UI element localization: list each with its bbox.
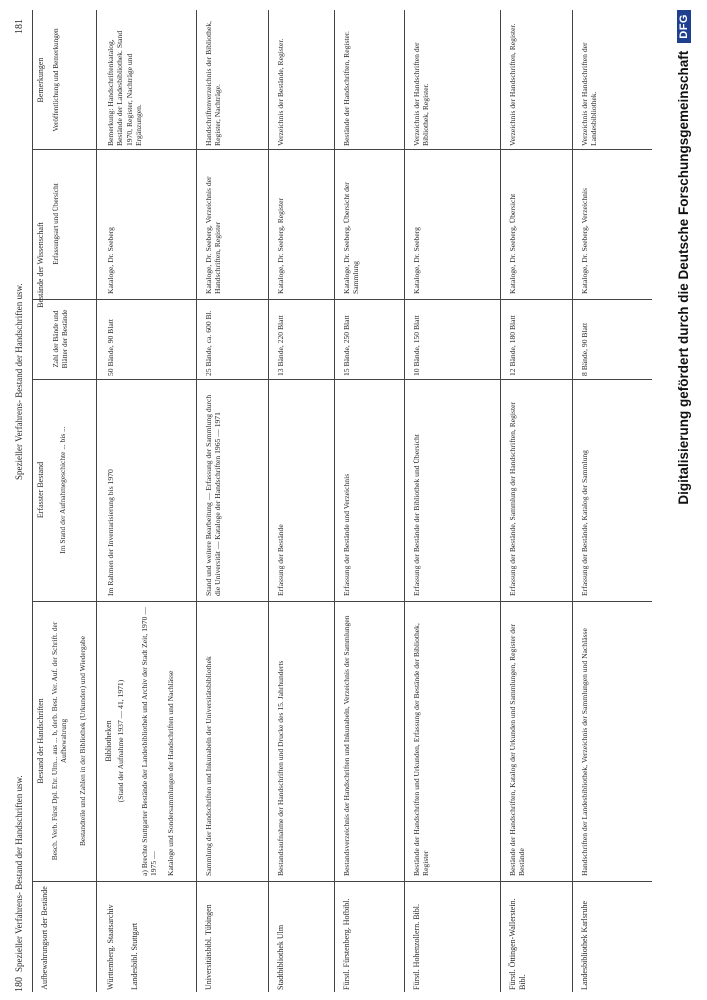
row-4-place: Fürstl. Hohenzollern. Bibl. <box>412 904 421 990</box>
col-rule-4 <box>32 299 652 300</box>
col-rule-5 <box>32 149 652 150</box>
row-3-holdings: Bestandsverzeichnis der Handschriften und Inkunabeln, Verzeichnis der Sammlungen <box>342 615 351 876</box>
col4-subheader-1: Zahl der Bände und Blätter der Bestände <box>52 309 69 369</box>
col4-subheader-2: Erfassungsart und Übersicht <box>52 183 60 265</box>
col-rule-1 <box>32 881 652 882</box>
footer-band <box>660 0 707 1000</box>
section-title: Bibliotheken <box>104 720 113 762</box>
col1-header: Aufbewahrungsort der Bestände <box>40 886 49 990</box>
row-3-place: Fürstl. Fürstenberg. Hofbibl. <box>342 898 351 990</box>
row-0-remark: Bemerkung: Handschriftenkatalog, Bestände der Landesbibliothek. Stand 1970, Register, Nachträge und Ergänzungen. <box>106 28 143 146</box>
row-6-place: Landesbibliothek Karlsruhe <box>580 900 589 990</box>
row-6-science: 8 Bände, 90 Blatt <box>580 322 589 376</box>
row-6-holdings: Handschriften der Landesbibliothek, Verzeichnis der Sammlungen und Nachlässe <box>580 628 589 876</box>
row-6-method: Kataloge, Dr. Seeberg, Verzeichnis <box>580 188 589 294</box>
row-2-place: Stadtbibliothek Ulm <box>276 924 285 990</box>
col3-header: Erfasster Bestand <box>36 461 45 519</box>
row-0-place: Württemberg. Staatsarchiv <box>106 904 115 990</box>
col2-header: Bestand der Handschriften <box>36 698 45 784</box>
dfg-logo: DFG <box>677 10 691 43</box>
row-1-recorded: Stand und weitere Bearbeitung — Erfassung der Sammlung durch die Universität — Kataloge der Handschriften 1965 — 1971 <box>204 392 223 596</box>
row-1-holdings: Sammlung der Handschriften und Inkunabeln der Universitätsbibliothek <box>204 656 213 876</box>
page-number-right: 181 <box>14 19 25 34</box>
col6-subheader: Veröffentlichung und Bemerkungen <box>52 28 60 132</box>
dfg-footer-text: Digitalisierung gefördert durch die Deutsche Forschungsgemeinschaft <box>676 50 691 505</box>
row-3-remark: Bestände der Handschriften, Register. <box>342 31 351 146</box>
row-4-method: Kataloge, Dr. Seeberg <box>412 227 421 294</box>
row-4-recorded: Erfassung der Bestände der Bibliothek und Übersicht <box>412 434 421 596</box>
row-6-remark: Verzeichnis der Handschriften der Landesbibliothek. <box>580 40 599 146</box>
col2-subheader-2: Bestandteile und Zahlen in der Bibliothek (Urkunden) und Wiedergabe <box>78 636 87 847</box>
row-0-recorded: Im Rahmen der Inventarisierung bis 1970 <box>106 469 115 596</box>
row-5-place: Fürstl. Öttingen-Wallerstein. Bibl. <box>508 896 527 990</box>
col6-header: Bemerkungen <box>36 57 45 103</box>
row-4-holdings: Bestände der Handschriften und Urkunden, Erfassung der Bestände der Bibliothek, Register <box>412 621 431 876</box>
row-5-method: Kataloge, Dr. Seeberg, Übersicht <box>508 193 517 294</box>
row-4-remark: Verzeichnis der Handschriften der Bibliothek, Register. <box>412 40 431 146</box>
row-3-recorded: Erfassung der Bestände und Verzeichnis <box>342 473 351 596</box>
row-5-divider <box>572 10 573 992</box>
row-4-science: 10 Bände, 150 Blatt <box>412 315 421 376</box>
row-3-method: Kataloge, Dr. Seeberg, Übersicht der Sammlung <box>342 180 361 294</box>
row-1-remark: Handschriftenverzeichnis der Bibliothek, Register, Nachträge. <box>204 19 223 146</box>
row-2-science: 13 Bände, 220 Blatt <box>276 315 285 376</box>
running-header-left: Spezieller Verfahrens- Bestand der Handschriften usw. <box>14 775 24 972</box>
col4-header: Bestände der Wissenschaft <box>36 222 45 308</box>
row-0-holdings: a) Brechte Stuttgarter Bestände der Landesbibliothek und Archiv der Stadt Zeit, 1970 — 1975 — <box>140 605 159 876</box>
row-2-recorded: Erfassung der Bestände <box>276 524 285 596</box>
row-2-divider <box>334 10 335 992</box>
row-0-place-2: Landesbibl. Stuttgart <box>130 922 139 990</box>
row-5-science: 12 Bände, 180 Blatt <box>508 315 517 376</box>
page-number-left: 180 <box>14 977 25 992</box>
dfg-footer <box>660 0 707 1000</box>
col-rule-3 <box>32 379 652 380</box>
row-0-method: Kataloge, Dr. Seeberg <box>106 227 115 294</box>
col2-subheader-1: Besch. Verb. Fürst Dpl. Ehr. Ulm... aus ... b, derb. Best. Ver. Auf. der Schrift. der Aufbewahrung <box>50 621 69 861</box>
row-1-place: Universitätsbibl. Tübingen <box>204 904 213 990</box>
section-subtitle: (Stand der Aufnahme 1937 — 41, 1971) <box>116 679 125 803</box>
row-1-method: Kataloge, Dr. Seeberg, Verzeichnis der Handschriften, Register <box>204 174 223 294</box>
row-3-divider <box>404 10 405 992</box>
row-2-holdings: Bestandsaufnahme der Handschriften und Drucke des 15. Jahrhunderts <box>276 660 285 876</box>
row-1-divider <box>268 10 269 992</box>
row-2-method: Kataloge, Dr. Seeberg, Register <box>276 197 285 294</box>
row-3-science: 15 Bände, 250 Blatt <box>342 315 351 376</box>
row-5-remark: Verzeichnis der Handschriften, Register. <box>508 23 517 146</box>
row-5-recorded: Erfassung der Bestände, Sammlung der Handschriften, Register <box>508 401 517 596</box>
header-top-rule <box>32 10 33 992</box>
row-0-divider <box>196 10 197 992</box>
row-2-remark: Verzeichnis der Bestände, Register. <box>276 38 285 146</box>
running-header-right: Spezieller Verfahrens- Bestand der Handschriften usw. <box>14 283 24 480</box>
row-1-science: 25 Bände, ca. 600 Bl. <box>204 310 213 376</box>
header-bottom-rule <box>96 10 97 992</box>
row-5-holdings: Bestände der Handschriften, Katalog der Urkunden und Sammlungen, Register der Bestände <box>508 622 527 876</box>
col3-subheader: Im Stand der Aufnahmegeschichte ... bis ... <box>58 426 67 554</box>
row-0-holdings-2: Kataloge und Sondersammlungen der Handschriften und Nachlässe <box>166 670 175 876</box>
row-6-recorded: Erfassung der Bestände, Katalog der Sammlung <box>580 450 589 596</box>
col-rule-2 <box>32 601 652 602</box>
row-0-science: 50 Bände, 90 Blatt <box>106 319 115 376</box>
row-4-divider <box>500 10 501 992</box>
